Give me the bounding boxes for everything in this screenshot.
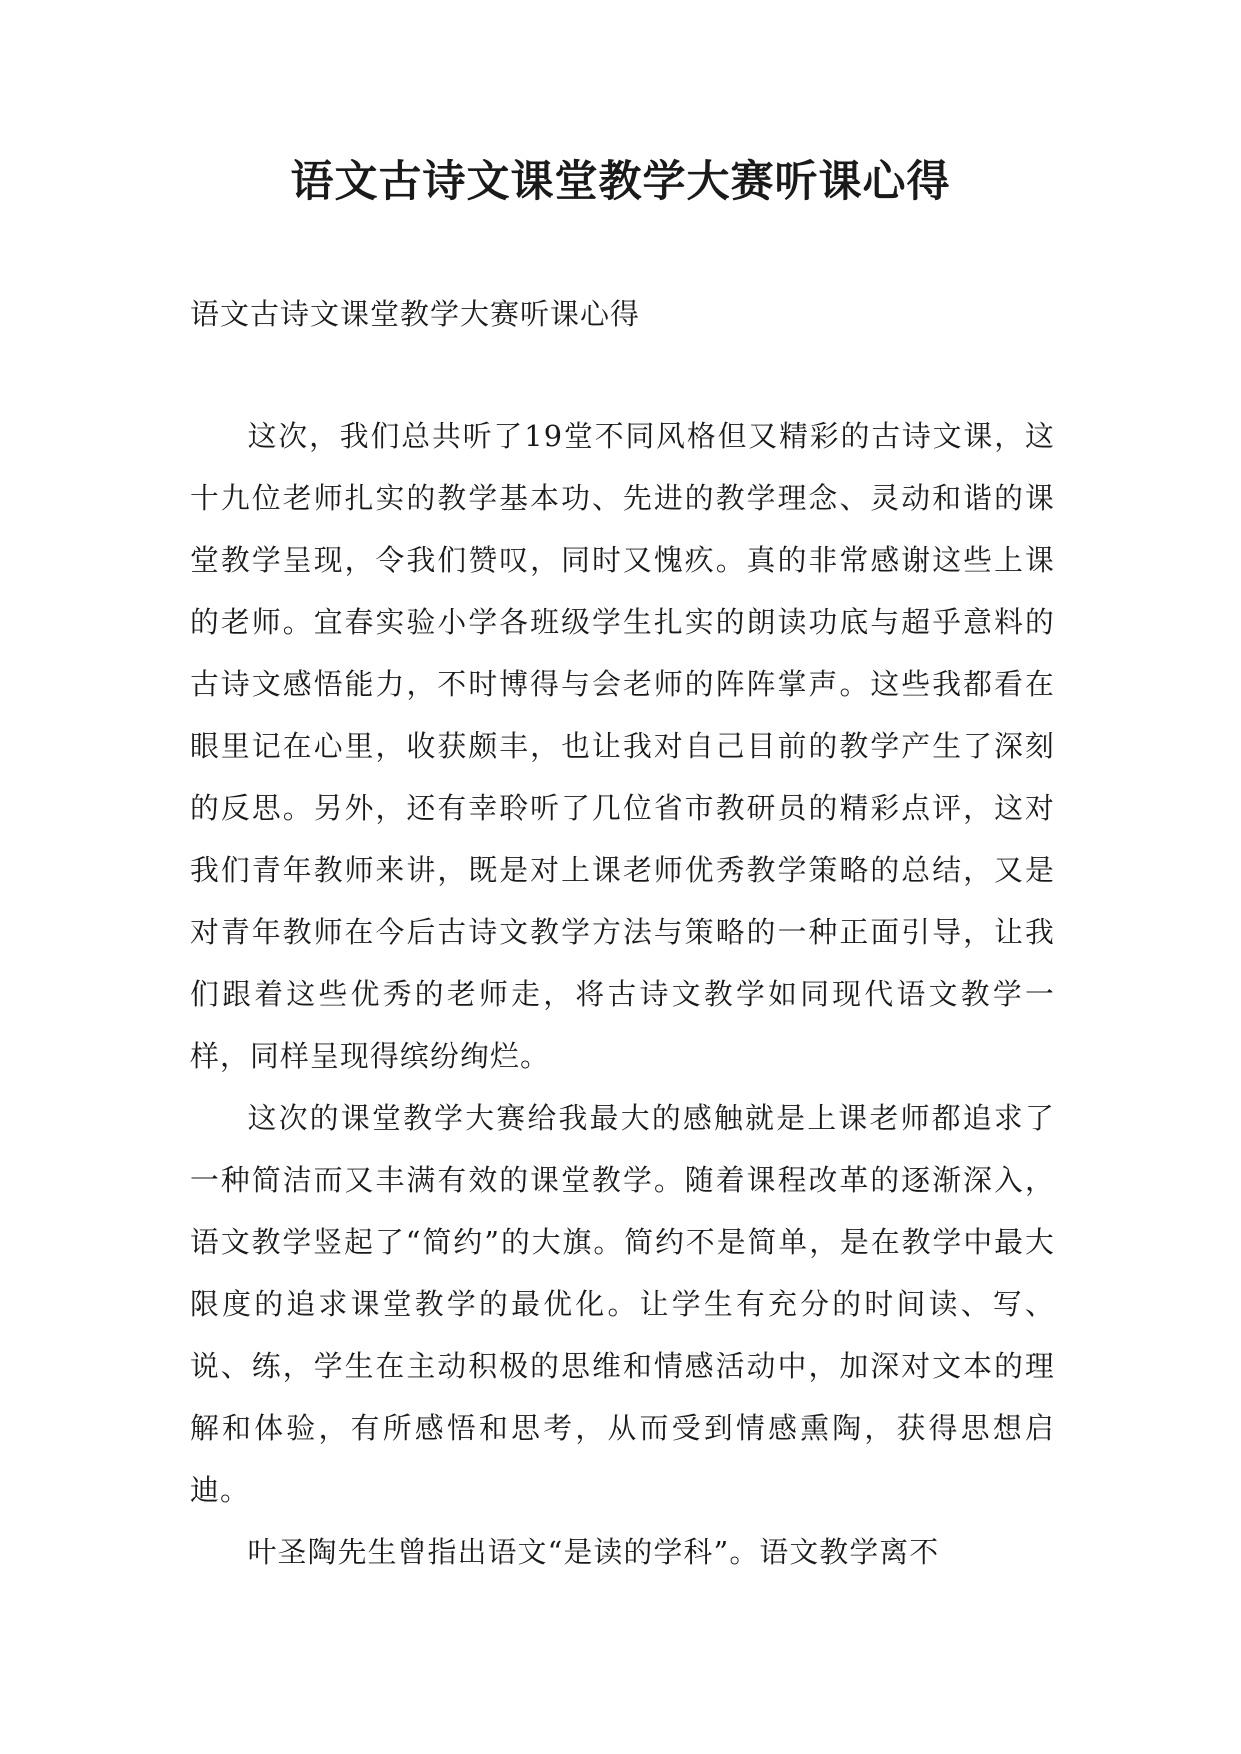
document-title: 语文古诗文课堂教学大赛听课心得 — [290, 157, 951, 207]
document-subtitle: 语文古诗文课堂教学大赛听课心得 — [190, 297, 641, 331]
paragraph-1: 这次，我们总共听了19堂不同风格但又精彩的古诗文课，这十九位老师扎实的教学基本功、先进的教学理念、灵动和谐的课堂教学呈现，令我们赞叹，同时又愧疚。真的非常感谢这些上课的老师。宜春实验小学各班级学生扎实的朗读功底与超乎意料的古诗文感悟能力，不时博得与会老师的阵阵掌声。这些我都看在眼里记在心里，收获颇丰，也让我对自己目前的教学产生了深刻的反思。另外，还有幸聆听了几位省市教研员的精彩点评，这对我们青年教师来讲，既是对上课老师优秀教学策略的总结，又是对青年教师在今后古诗文教学方法与策略的一种正面引导，让我们跟着这些优秀的老师走，将古诗文教学如同现代语文教学一样，同样呈现得缤纷绚烂。 — [190, 419, 1055, 1073]
paragraph-3: 叶圣陶先生曾指出语文“是读的学科”。语文教学离不 — [247, 1535, 940, 1569]
document-body — [190, 405, 1055, 1583]
paragraph-2: 这次的课堂教学大赛给我最大的感触就是上课老师都追求了一种简洁而又丰满有效的课堂教学。随着课程改革的逐渐深入，语文教学竖起了“简约”的大旗。简约不是简单，是在教学中最大限度的追求课堂教学的最优化。让学生有充分的时间读、写、说、练，学生在主动积极的思维和情感活动中，加深对文本的理解和体验，有所感悟和思考，从而受到情感熏陶，获得思想启迪。 — [190, 1101, 1055, 1507]
